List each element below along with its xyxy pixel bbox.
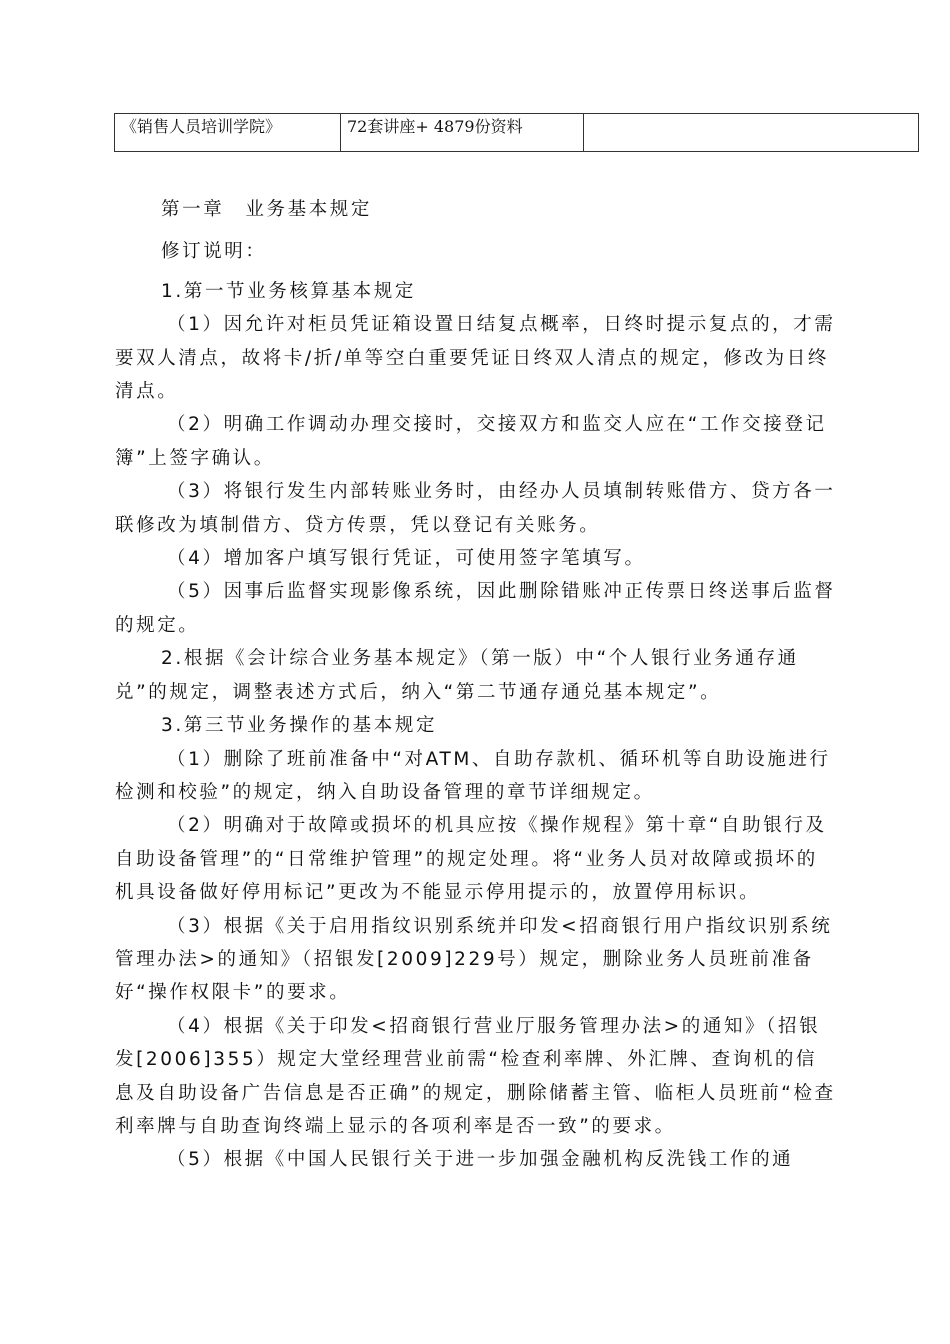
paragraph-list — [115, 275, 837, 1177]
revision-heading: 修订说明： — [161, 241, 267, 263]
section-paragraph: 2.根据《会计综合业务基本规定》（第一版）中“个人银行业务通存通兑”的规定，调整表述方式后，纳入“第二节通存通兑基本规定”。 — [115, 648, 799, 703]
item-paragraph: （5）根据《中国人民银行关于进一步加强金融机构反洗钱工作的通 — [167, 1149, 794, 1171]
header-table-row — [115, 114, 919, 152]
section-paragraph: 3.第三节业务操作的基本规定 — [161, 715, 438, 737]
header-cell-title: 《销售人员培训学院》 — [115, 114, 341, 152]
item-paragraph: （1）因允许对柜员凭证箱设置日结复点概率，日终时提示复点的，才需要双人清点，故将卡/折/单等空白重要凭证日终双人清点的规定，修改为日终清点。 — [115, 314, 836, 403]
item-paragraph: （2）明确对于故障或损坏的机具应按《操作规程》第十章“自助银行及自助设备管理”的“日常维护管理”的规定处理。将“业务人员对故障或损坏的机具设备做好停用标记”更改为不能显示停用提示的，放置停用标识。 — [115, 815, 827, 904]
section-paragraph: 1.第一节业务核算基本规定 — [161, 280, 416, 302]
item-paragraph: （4）增加客户填写银行凭证，可使用签字笔填写。 — [167, 548, 646, 570]
item-paragraph: （5）因事后监督实现影像系统，因此删除错账冲正传票日终送事后监督的规定。 — [115, 581, 836, 636]
item-paragraph: （1）删除了班前准备中“对ATM、自助存款机、循环机等自助设施进行检测和校验”的规定，纳入自助设备管理的章节详细规定。 — [115, 748, 831, 803]
item-paragraph: （3）根据《关于启用指纹识别系统并印发<招商银行用户指纹识别系统管理办法>的通知》（招银发[2009]229号）规定，删除业务人员班前准备好“操作权限卡”的要求。 — [115, 915, 833, 1004]
header-cell-count: 72套讲座+ 4879份资料 — [341, 114, 584, 152]
header-cell-empty — [584, 114, 919, 152]
item-paragraph: （4）根据《关于印发<招商银行营业厅服务管理办法>的通知》（招银发[2006]355）规定大堂经理营业前需“检查利率牌、外汇牌、查询机的信息及自助设备广告信息是否正确”的规定，删除储蓄主管、临柜人员班前“检查利率牌与自助查询终端上显示的各项利率是否一致”的要求。 — [115, 1015, 836, 1137]
item-paragraph: （2）明确工作调动办理交接时，交接双方和监交人应在“工作交接登记簿”上签字确认。 — [115, 414, 827, 469]
header-table — [114, 113, 919, 152]
item-paragraph: （3）将银行发生内部转账业务时，由经办人员填制转账借方、贷方各一联修改为填制借方、贷方传票，凭以登记有关账务。 — [115, 481, 836, 536]
chapter-title: 第一章 业务基本规定 — [161, 199, 373, 220]
document-body — [115, 193, 837, 1177]
